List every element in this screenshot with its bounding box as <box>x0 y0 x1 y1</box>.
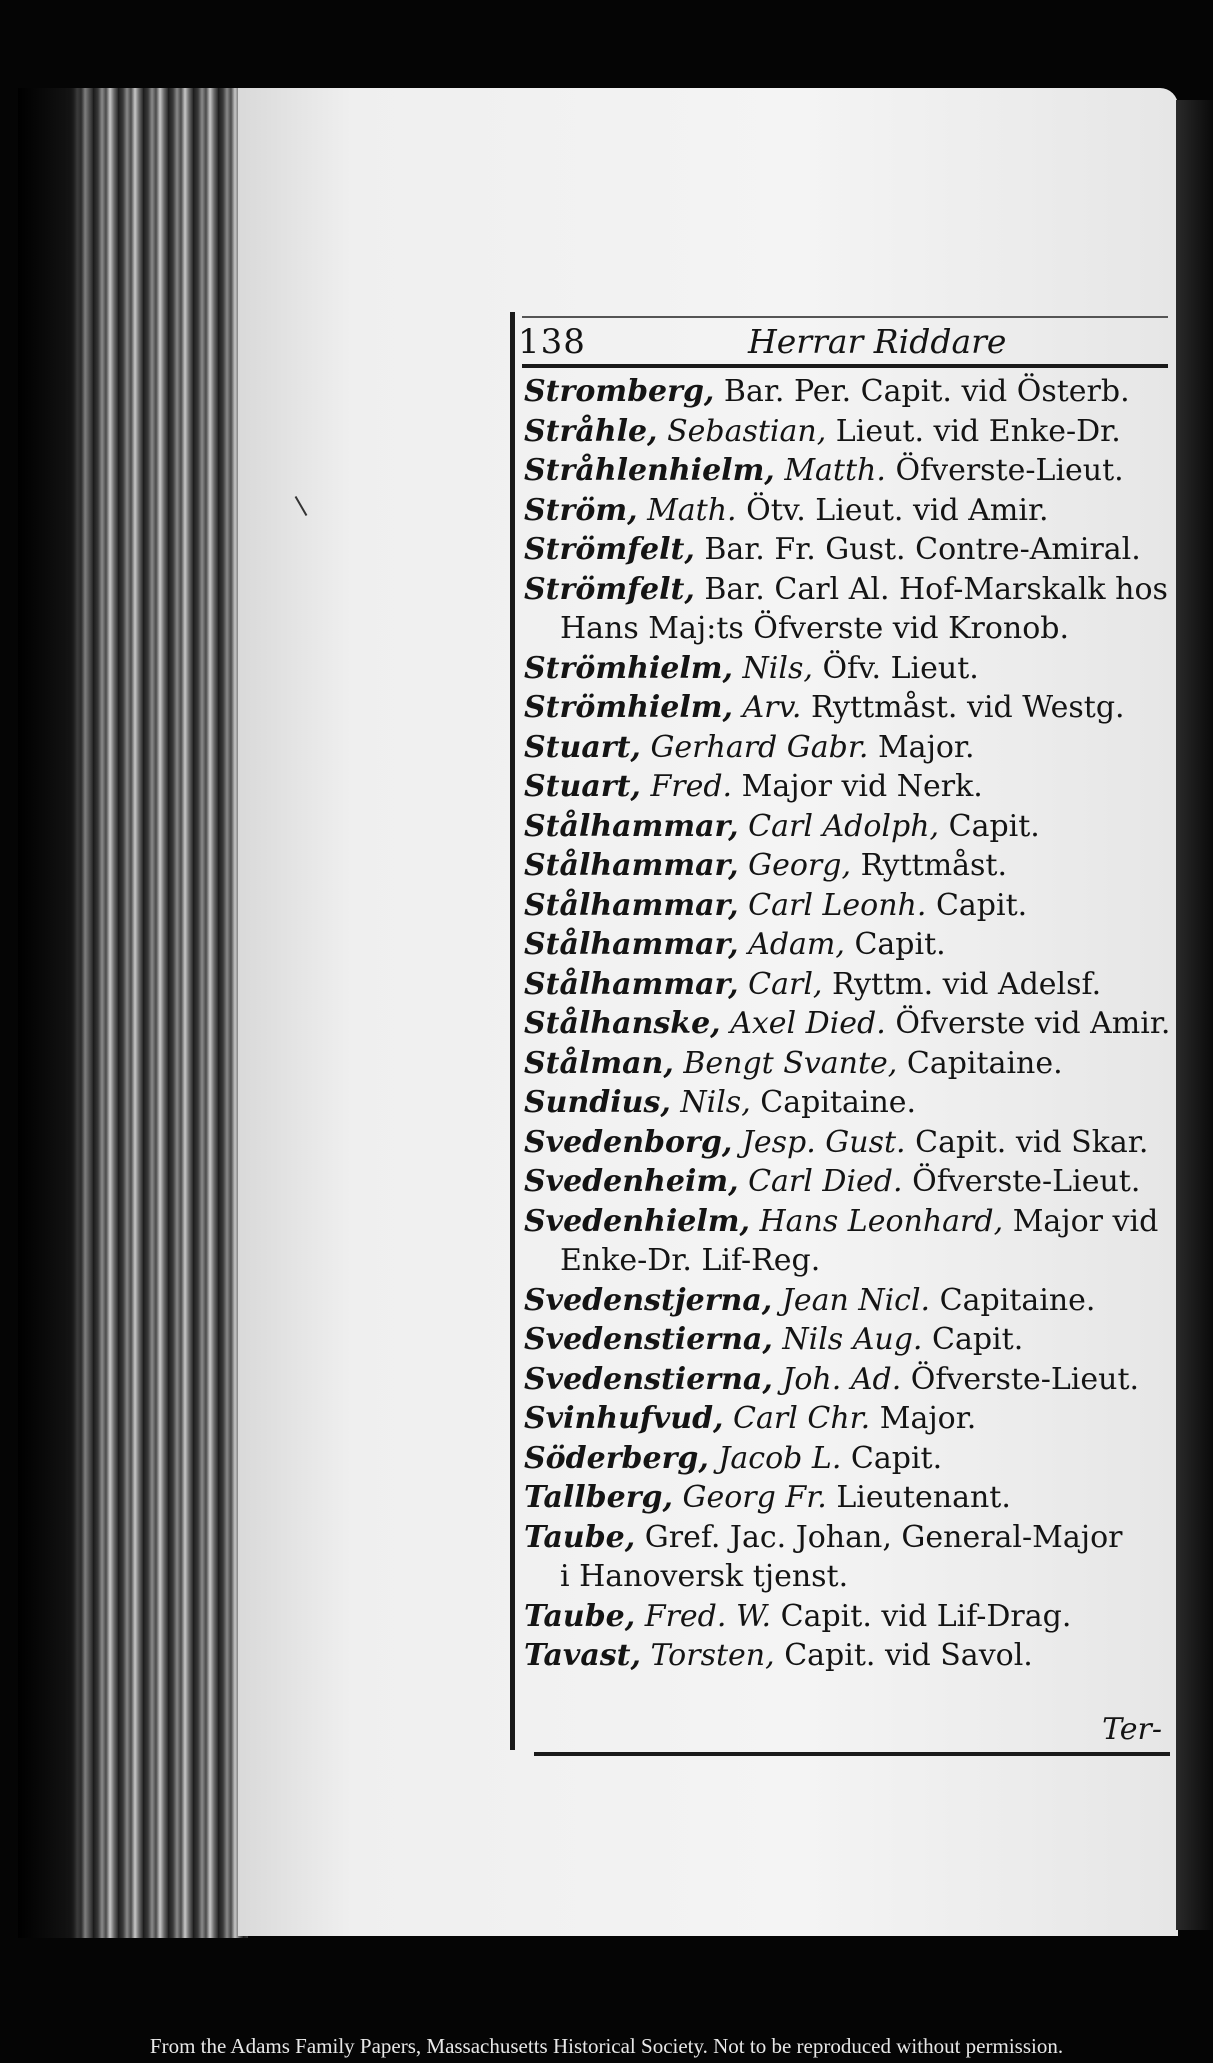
archive-credit: From the Adams Family Papers, Massachusetts Historical Society. Not to be reproduced without permission. <box>149 2034 1064 2058</box>
register-entry <box>524 1439 1174 1479</box>
register-entry <box>524 1162 1174 1202</box>
entry-surname: Svedenhielm, <box>524 1203 750 1239</box>
entry-details: Major vid Nerk. <box>741 769 983 804</box>
entry-given-name: Torsten, <box>650 1638 775 1673</box>
register-entry <box>524 412 1174 452</box>
entry-given-name: Carl, <box>748 966 823 1002</box>
binding-shadow <box>1176 100 1213 1930</box>
entry-details: Capit. <box>935 887 1028 923</box>
entry-details: Bar. Carl Al. Hof-Marskalk hos <box>704 571 1168 607</box>
register-entry <box>524 1004 1174 1044</box>
entry-details: Capit. <box>948 808 1040 844</box>
entry-given-name: Adam, <box>748 927 845 962</box>
entry-given-name: Jesp. Gust. <box>741 1124 906 1160</box>
entry-surname: Svedenborg, <box>524 1124 733 1160</box>
entry-given-name: Jean Nicl. <box>781 1282 931 1318</box>
entry-details: Ötv. Lieut. vid Amir. <box>746 492 1049 528</box>
register-entry <box>524 1123 1174 1163</box>
entry-surname: Stromberg, <box>524 374 715 409</box>
register-entry <box>524 965 1174 1005</box>
entry-given-name: Jacob L. <box>718 1440 842 1476</box>
entry-given-name: Gerhard Gabr. <box>650 729 869 765</box>
entry-given-name: Nils, <box>680 1085 751 1120</box>
entry-surname: Strömfelt, <box>524 571 695 607</box>
entry-details: Öfverste-Lieut. <box>912 1164 1141 1199</box>
entry-given-name: Math. <box>647 492 737 528</box>
entry-details: Capit. vid Savol. <box>784 1638 1033 1673</box>
entry-surname: Stålhammar, <box>524 887 739 923</box>
page-header <box>518 318 1158 368</box>
register-entry <box>524 1202 1174 1242</box>
left-rule <box>510 312 515 1750</box>
entry-details: Bar. Fr. Gust. Contre-Amiral. <box>704 532 1141 567</box>
register-entry <box>524 1399 1174 1439</box>
entry-details: Hans Maj:ts Öfverste vid Kronob. <box>560 611 1070 646</box>
register-entry <box>524 886 1174 926</box>
entry-details: Öfv. Lieut. <box>822 650 979 686</box>
entry-details: Ryttm. vid Adelsf. <box>832 966 1102 1002</box>
register-entry <box>524 1083 1174 1123</box>
entry-details: Major. <box>879 1401 977 1436</box>
entry-given-name: Matth. <box>784 453 886 488</box>
entry-surname: Stålhammar, <box>524 966 739 1002</box>
entry-given-name: Nils Aug. <box>782 1322 923 1357</box>
entry-details: Capitaine. <box>939 1282 1096 1318</box>
entry-details: Öfverste-Lieut. <box>895 453 1124 488</box>
entry-surname: Svedenstierna, <box>524 1322 773 1357</box>
entry-given-name: Sebastian, <box>667 413 827 449</box>
page-number: 138 <box>518 322 586 362</box>
register-entry <box>524 1636 1174 1676</box>
entry-details: Capit. vid Lif-Drag. <box>780 1598 1072 1634</box>
entry-surname: Stråhle, <box>524 413 658 449</box>
entry-surname: Svedenstierna, <box>524 1361 773 1397</box>
entry-details: Capit. <box>932 1322 1024 1357</box>
printed-text-block <box>508 300 1171 1760</box>
entry-details: Major. <box>877 729 975 765</box>
entry-surname: Stuart, <box>524 729 641 765</box>
bottom-rule <box>534 1752 1170 1756</box>
register-entry <box>524 1044 1174 1084</box>
entry-details: Öfverste-Lieut. <box>910 1361 1140 1397</box>
entry-given-name: Carl Adolph, <box>748 808 940 844</box>
entry-details: Enke-Dr. Lif-Reg. <box>560 1243 821 1278</box>
register-entry <box>524 1320 1174 1360</box>
register-entry <box>524 609 1174 649</box>
register-entry <box>524 1241 1174 1281</box>
register-entry <box>524 1281 1174 1321</box>
entry-given-name: Axel Died. <box>730 1006 886 1041</box>
entry-surname: Tallberg, <box>524 1480 673 1515</box>
register-entry <box>524 530 1174 570</box>
entry-given-name: Carl Leonh. <box>748 887 927 923</box>
register-entry <box>524 767 1174 807</box>
register-entry <box>524 807 1174 847</box>
entry-given-name: Bengt Svante, <box>683 1045 898 1081</box>
entry-surname: Stålhammar, <box>524 848 739 883</box>
entry-surname: Strömfelt, <box>524 532 695 567</box>
catchword: Ter- <box>1102 1712 1162 1747</box>
entry-given-name: Georg Fr. <box>682 1480 827 1515</box>
register-entries <box>524 372 1174 1676</box>
entry-surname: Svedenheim, <box>524 1164 739 1199</box>
register-entry <box>524 925 1174 965</box>
entry-given-name: Fred. <box>650 769 733 804</box>
entry-surname: Taube, <box>524 1519 636 1555</box>
register-entry <box>524 1557 1174 1597</box>
entry-details: Lieutenant. <box>836 1480 1011 1515</box>
register-entry <box>524 570 1174 610</box>
entry-surname: Svedenstjerna, <box>524 1282 773 1318</box>
register-entry <box>524 688 1174 728</box>
register-entry <box>524 1360 1174 1400</box>
entry-details: Gref. Jac. Johan, General-Major <box>644 1519 1123 1555</box>
entry-details: Capitaine. <box>906 1045 1063 1081</box>
entry-details: Ryttmåst. <box>860 848 1008 883</box>
register-entry <box>524 372 1174 412</box>
entry-surname: Stålhammar, <box>524 927 739 962</box>
register-entry <box>524 1478 1174 1518</box>
register-entry <box>524 846 1174 886</box>
entry-details: Major vid <box>1012 1203 1159 1239</box>
entry-given-name: Carl Chr. <box>733 1401 871 1436</box>
register-entry <box>524 1518 1174 1558</box>
entry-surname: Strömhielm, <box>524 690 733 725</box>
register-entry <box>524 728 1174 768</box>
entry-surname: Strömhielm, <box>524 650 733 686</box>
entry-surname: Stålhanske, <box>524 1006 721 1041</box>
entry-details: Öfverste vid Amir. <box>895 1006 1171 1041</box>
register-entry <box>524 649 1174 689</box>
entry-given-name: Joh. Ad. <box>782 1361 902 1397</box>
entry-given-name: Nils, <box>742 650 813 686</box>
book-page-edges <box>18 88 248 1938</box>
entry-details: Bar. Per. Capit. vid Österb. <box>723 374 1130 409</box>
register-entry <box>524 491 1174 531</box>
entry-surname: Stuart, <box>524 769 641 804</box>
entry-given-name: Carl Died. <box>748 1164 903 1199</box>
entry-surname: Stråhlenhielm, <box>524 453 775 488</box>
running-head: Herrar Riddare <box>748 322 1007 361</box>
entry-surname: Ström, <box>524 492 638 528</box>
entry-surname: Stålhammar, <box>524 808 739 844</box>
header-rule <box>522 364 1168 368</box>
entry-surname: Tavast, <box>524 1638 641 1673</box>
entry-given-name: Hans Leonhard, <box>759 1203 1004 1239</box>
entry-given-name: Arv. <box>742 690 802 725</box>
entry-details: Capit. <box>850 1440 943 1476</box>
entry-surname: Sundius, <box>524 1085 671 1120</box>
entry-surname: Svinhufvud, <box>524 1401 724 1436</box>
entry-details: Capit. vid Skar. <box>915 1124 1149 1160</box>
entry-details: Lieut. vid Enke-Dr. <box>835 413 1121 449</box>
entry-details: Capitaine. <box>760 1085 917 1120</box>
entry-surname: Söderberg, <box>524 1440 709 1476</box>
register-entry <box>524 451 1174 491</box>
entry-details: i Hanoversk tjenst. <box>560 1559 849 1594</box>
entry-given-name: Georg, <box>748 848 852 883</box>
entry-details: Capit. <box>854 927 946 962</box>
entry-surname: Stålman, <box>524 1045 674 1081</box>
register-entry <box>524 1597 1174 1637</box>
entry-surname: Taube, <box>524 1598 636 1634</box>
entry-given-name: Fred. W. <box>644 1598 772 1634</box>
entry-details: Ryttmåst. vid Westg. <box>811 690 1125 725</box>
